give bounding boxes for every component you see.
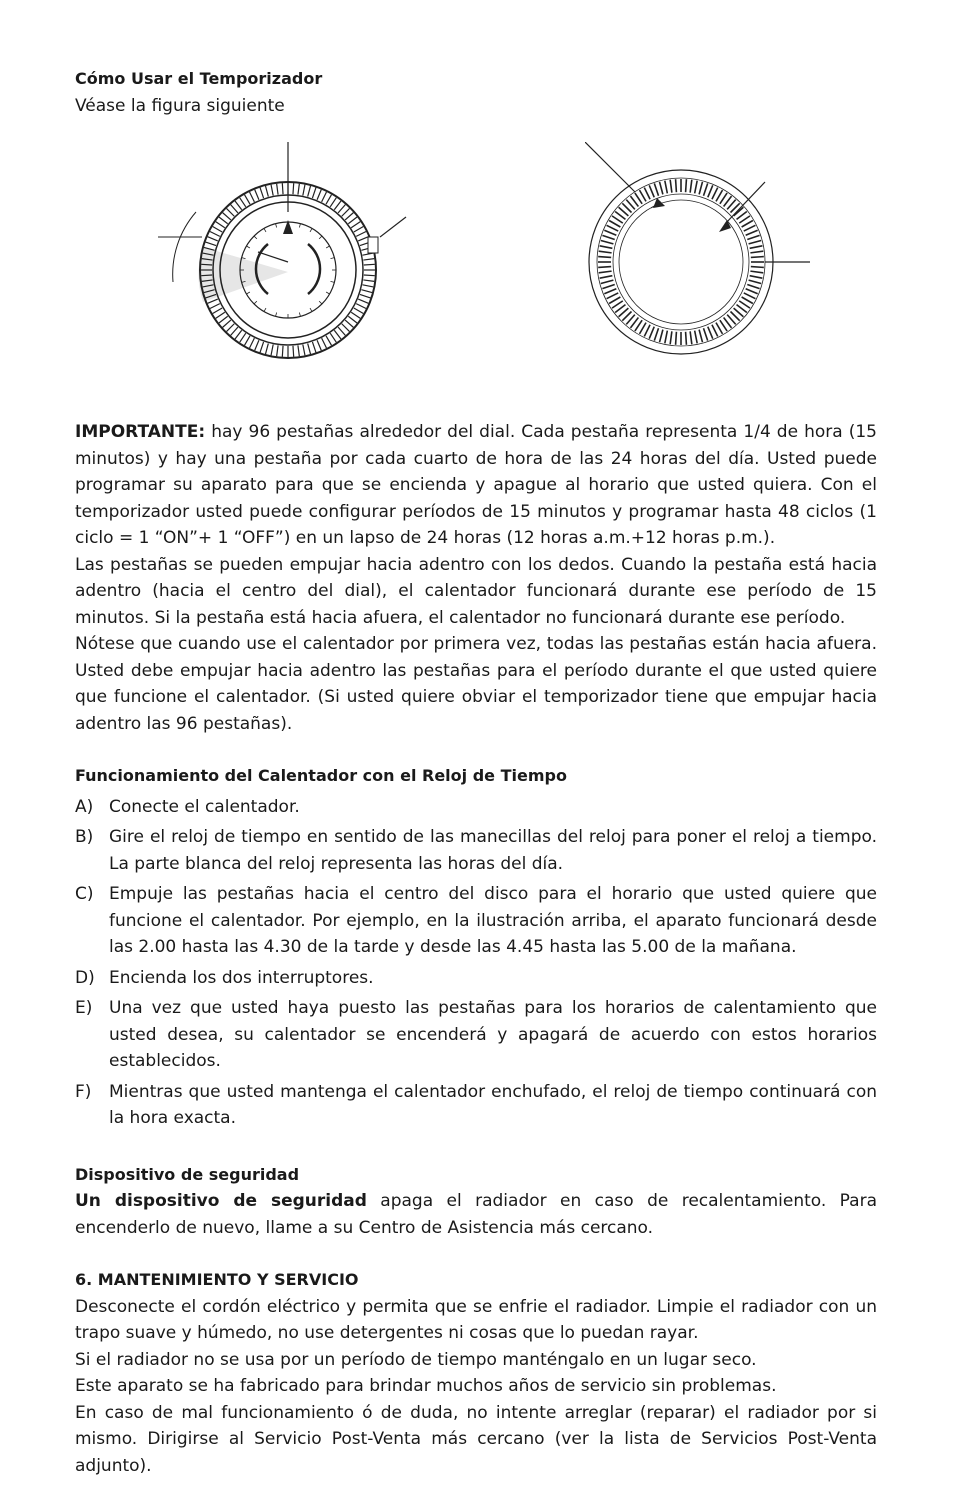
important-text: hay 96 pestañas alrededor del dial. Cada pestaña representa 1/4 de hora (15 minutos) y hay una pestaña por cada cuarto de hora de las 24 horas del día. Usted puede programar su aparato para que se encienda y apague al horario que usted quiera. Con el temporizador usted puede configurar períodos de 15 minutos y programar hasta 48 ciclos (1 ciclo = 1 “ON”+ 1 “OFF”) en un lapso de 24 horas (12 horas a.m.+12 horas p.m.). — [75, 422, 877, 548]
timer-dial-tabs-illustration — [585, 142, 825, 382]
operation-heading: Funcionamiento del Calentador con el Reloj de Tiempo — [75, 766, 567, 785]
timer-dial-front-illustration — [158, 142, 418, 382]
important-label: IMPORTANTE: — [75, 422, 206, 442]
tabs-paragraph: Las pestañas se pueden empujar hacia adentro con los dedos. Cuando la pestaña está hacia adentro (hacia el centro del dial), el calentador funcionará durante ese período de 15 minutos. Si la pestaña está hacia afuera, el calentador no funcionará durante ese período. — [75, 554, 877, 628]
timer-figures — [75, 142, 877, 382]
first-use-paragraph: Nótese que cuando use el calentador por primera vez, todas las pestañas están hacia afuera. Usted debe empujar hacia adentro las pestañas para el período durante el que usted quiere que funcione el calentador. (Si usted quiere obviar el temporizador tiene que empujar hacia adentro las 96 pestañas). — [75, 634, 877, 734]
list-item: F) Mientras que usted mantenga el calentador enchufado, el reloj de tiempo continuará con la hora exacta. — [75, 1081, 877, 1128]
important-paragraph — [75, 419, 877, 552]
figure-reference: Véase la figura siguiente — [75, 95, 285, 116]
document-page — [75, 66, 877, 1479]
list-item: C) Empuje las pestañas hacia el centro del disco para el horario que usted quiere que funcione el calentador. Por ejemplo, en la ilustración arriba, el aparato funcionará desde las 2.00 hasta las 4.30 de la tarde y desde las 4.45 hasta las 5.00 de la mañana. — [75, 884, 877, 957]
operation-steps — [75, 794, 877, 1132]
maintenance-paragraph-1: Desconecte el cordón eléctrico y permita que se enfrie el radiador. Limpie el radiador con un trapo suave y húmedo, no use detergentes ni cosas que lo puedan rayar. — [75, 1296, 877, 1343]
list-item: A) Conecte el calentador. — [75, 796, 300, 817]
list-item: D) Encienda los dos interruptores. — [75, 967, 374, 988]
maintenance-paragraph-2: Si el radiador no se usa por un período de tiempo manténgalo en un lugar seco. — [75, 1349, 757, 1370]
safety-text: apaga el radiador en caso de recalentamiento. Para encenderlo de nuevo, llame a su Centro de Asistencia más cercano. — [75, 1191, 877, 1238]
maintenance-heading: 6. MANTENIMIENTO Y SERVICIO — [75, 1270, 359, 1289]
safety-bold: Un dispositivo de seguridad — [75, 1191, 367, 1211]
list-item: B) Gire el reloj de tiempo en sentido de las manecillas del reloj para poner el reloj a tiempo. La parte blanca del reloj representa las horas del día. — [75, 827, 877, 874]
safety-paragraph — [75, 1188, 877, 1241]
maintenance-paragraph-3: Este aparato se ha fabricado para brindar muchos años de servicio sin problemas. — [75, 1376, 777, 1396]
maintenance-paragraph-4: En caso de mal funcionamiento ó de duda, no intente arreglar (reparar) el radiador por si mismo. Dirigirse al Servicio Post-Venta más cercano (ver la lista de Servicios Post-Venta adjunto). — [75, 1402, 877, 1476]
timer-heading: Cómo Usar el Temporizador — [75, 69, 323, 88]
list-item: E) Una vez que usted haya puesto las pestañas para los horarios de calentamiento que usted desea, su calentador se encenderá y apagará de acuerdo con estos horarios establecidos. — [75, 998, 877, 1071]
safety-heading: Dispositivo de seguridad — [75, 1164, 300, 1184]
